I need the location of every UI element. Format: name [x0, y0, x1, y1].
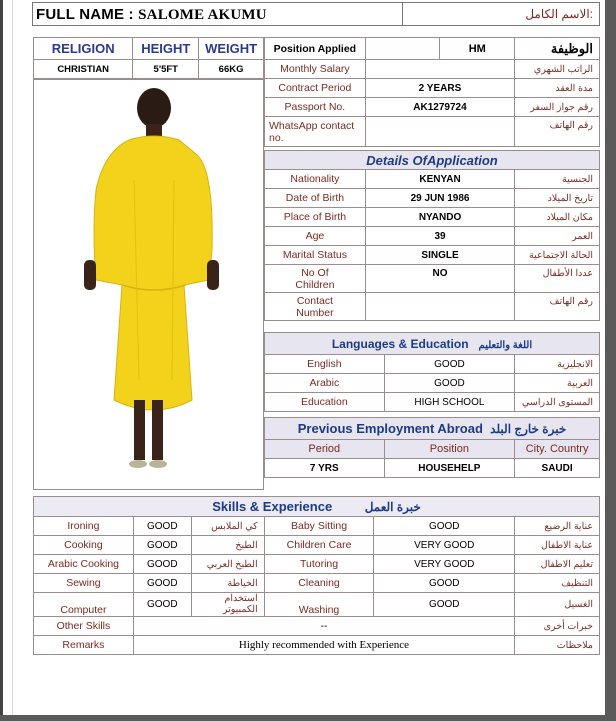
skill-arabic-cooking-label: Arabic Cooking: [34, 555, 134, 574]
arabic-label: Arabic: [265, 374, 385, 393]
skill-tutoring-ar: تعليم الاطفال: [515, 555, 600, 574]
contract-period-value: 2 YEARS: [365, 79, 514, 98]
employment-position-value: HOUSEHELP: [384, 459, 515, 478]
nationality-value: KENYAN: [365, 170, 514, 189]
skills-title: [34, 497, 600, 517]
marital-status-label: Marital Status: [265, 246, 366, 265]
skill-sewing-label: Sewing: [34, 574, 134, 593]
whatsapp-value: [365, 117, 514, 147]
arabic-ar: العربية: [515, 374, 600, 393]
period-value: 7 YRS: [265, 459, 385, 478]
whatsapp-label: WhatsApp contact no.: [265, 117, 366, 147]
position-label-ar: الوظيفة: [515, 38, 600, 60]
country-header: City. Country: [515, 440, 600, 459]
education-ar: المستوى الدراسي: [515, 393, 600, 412]
contact-number-label: Contact Number: [265, 293, 366, 321]
skill-sewing-ar: الخياطة: [191, 574, 264, 593]
country-value: SAUDI: [515, 459, 600, 478]
employment-title-en: Previous Employment Abroad: [297, 421, 483, 436]
languages-table: [264, 332, 600, 412]
remarks-value: Highly recommended with Experience: [133, 636, 514, 655]
personal-stats-table: [33, 37, 264, 79]
passport-label: Passport No.: [265, 98, 366, 117]
remarks-label: Remarks: [34, 636, 134, 655]
skills-table: [33, 496, 600, 655]
skill-washing-ar: الغسيل: [515, 593, 600, 617]
passport-ar: رقم جواز السفر: [515, 98, 600, 117]
english-value: GOOD: [384, 355, 515, 374]
window-frame-left: [0, 0, 3, 721]
education-value: HIGH SCHOOL: [384, 393, 515, 412]
position-label: Position Applied: [265, 38, 366, 60]
skill-babysitting-label: Baby Sitting: [264, 517, 374, 536]
skill-tutoring-value: VERY GOOD: [374, 555, 515, 574]
skill-cleaning-value: GOOD: [374, 574, 515, 593]
skill-washing-value: GOOD: [374, 593, 515, 617]
age-value: 39: [365, 227, 514, 246]
children-ar: عددا الأطفال: [515, 265, 600, 293]
skill-arabic-cooking-value: GOOD: [133, 555, 191, 574]
dob-value: 29 JUN 1986: [365, 189, 514, 208]
skill-babysitting-value: GOOD: [374, 517, 515, 536]
nationality-ar: الجنسية: [515, 170, 600, 189]
skill-arabic-cooking-ar: الطبخ العربي: [191, 555, 264, 574]
skill-ironing-label: Ironing: [34, 517, 134, 536]
skill-childcare-value: VERY GOOD: [374, 536, 515, 555]
skill-cleaning-ar: التنظيف: [515, 574, 600, 593]
window-frame-line: [12, 0, 13, 715]
contract-period-label: Contract Period: [265, 79, 366, 98]
employment-title-ar: خبرة خارج البلد: [490, 422, 567, 436]
marital-status-value: SINGLE: [365, 246, 514, 265]
full-name-label: FULL NAME :: [36, 6, 134, 23]
weight-label: WEIGHT: [199, 38, 264, 60]
religion-value: CHRISTIAN: [34, 60, 133, 79]
skill-washing-label: Washing: [264, 593, 374, 617]
contract-period-ar: مدة العقد: [515, 79, 600, 98]
education-label: Education: [265, 393, 385, 412]
position-value: HM: [440, 38, 515, 60]
position-table: [264, 37, 600, 147]
pob-value: NYANDO: [365, 208, 514, 227]
period-header: Period: [265, 440, 385, 459]
position-header: Position: [384, 440, 515, 459]
english-ar: الانجليزية: [515, 355, 600, 374]
full-name-ar: الاسم الكامل:: [525, 7, 593, 21]
languages-title-ar: اللغة والتعليم: [478, 339, 533, 351]
passport-value: AK1279724: [365, 98, 514, 117]
skill-cooking-ar: الطبخ: [191, 536, 264, 555]
skill-cooking-label: Cooking: [34, 536, 134, 555]
languages-title-en: Languages & Education: [331, 336, 469, 351]
window-frame-bottom: [0, 715, 616, 721]
skill-sewing-value: GOOD: [133, 574, 191, 593]
full-name-value: SALOME AKUMU: [138, 7, 267, 23]
contact-number-ar: رقم الهاتف: [515, 293, 600, 321]
skills-title-ar: خبرة العمل: [364, 500, 421, 514]
full-name-en: [33, 3, 403, 25]
nationality-label: Nationality: [265, 170, 366, 189]
skills-title-en: Skills & Experience: [212, 499, 333, 514]
monthly-salary-ar: الراتب الشهري: [515, 60, 600, 79]
contact-number-value: [365, 293, 514, 321]
age-label: Age: [265, 227, 366, 246]
weight-value: 66KG: [199, 60, 264, 79]
skill-childcare-label: Children Care: [264, 536, 374, 555]
height-value: 5'5FT: [133, 60, 199, 79]
skill-cleaning-label: Cleaning: [264, 574, 374, 593]
skill-babysitting-ar: عناية الرضيع: [515, 517, 600, 536]
employment-table: [264, 417, 600, 478]
employment-title: [265, 418, 600, 440]
arabic-value: GOOD: [384, 374, 515, 393]
languages-title: [265, 333, 600, 355]
monthly-salary-label: Monthly Salary: [265, 60, 366, 79]
marital-status-ar: الحالة الاجتماعية: [515, 246, 600, 265]
skill-computer-value: GOOD: [133, 593, 191, 617]
other-skills-label: Other Skills: [34, 617, 134, 636]
whatsapp-ar: رقم الهاتف: [515, 117, 600, 147]
pob-label: Place of Birth: [265, 208, 366, 227]
applicant-photo: [33, 79, 264, 490]
other-skills-value: --: [133, 617, 514, 636]
age-ar: العمر: [515, 227, 600, 246]
full-name-bar: [32, 2, 600, 26]
children-value: NO: [365, 265, 514, 293]
other-skills-ar: خبرات أخرى: [515, 617, 600, 636]
skill-ironing-value: GOOD: [133, 517, 191, 536]
skill-computer-label: Computer: [34, 593, 134, 617]
dob-label: Date of Birth: [265, 189, 366, 208]
details-title: Details OfApplication: [265, 151, 600, 170]
english-label: English: [265, 355, 385, 374]
applicant-figure: [34, 80, 264, 490]
pob-ar: مكان الميلاد: [515, 208, 600, 227]
skill-cooking-value: GOOD: [133, 536, 191, 555]
height-label: HEIGHT: [133, 38, 199, 60]
monthly-salary-value: [365, 60, 514, 79]
skill-computer-ar: استخدام الكمبيوتر: [191, 593, 264, 617]
dob-ar: تاريخ الميلاد: [515, 189, 600, 208]
window-frame-right: [605, 0, 616, 721]
skill-tutoring-label: Tutoring: [264, 555, 374, 574]
position-spacer: [365, 38, 440, 60]
details-table: [264, 150, 600, 321]
children-label: No Of Children: [265, 265, 366, 293]
remarks-ar: ملاحظات: [515, 636, 600, 655]
religion-label: RELIGION: [34, 38, 133, 60]
skill-childcare-ar: عناية الاطفال: [515, 536, 600, 555]
skill-ironing-ar: كي الملابس: [191, 517, 264, 536]
